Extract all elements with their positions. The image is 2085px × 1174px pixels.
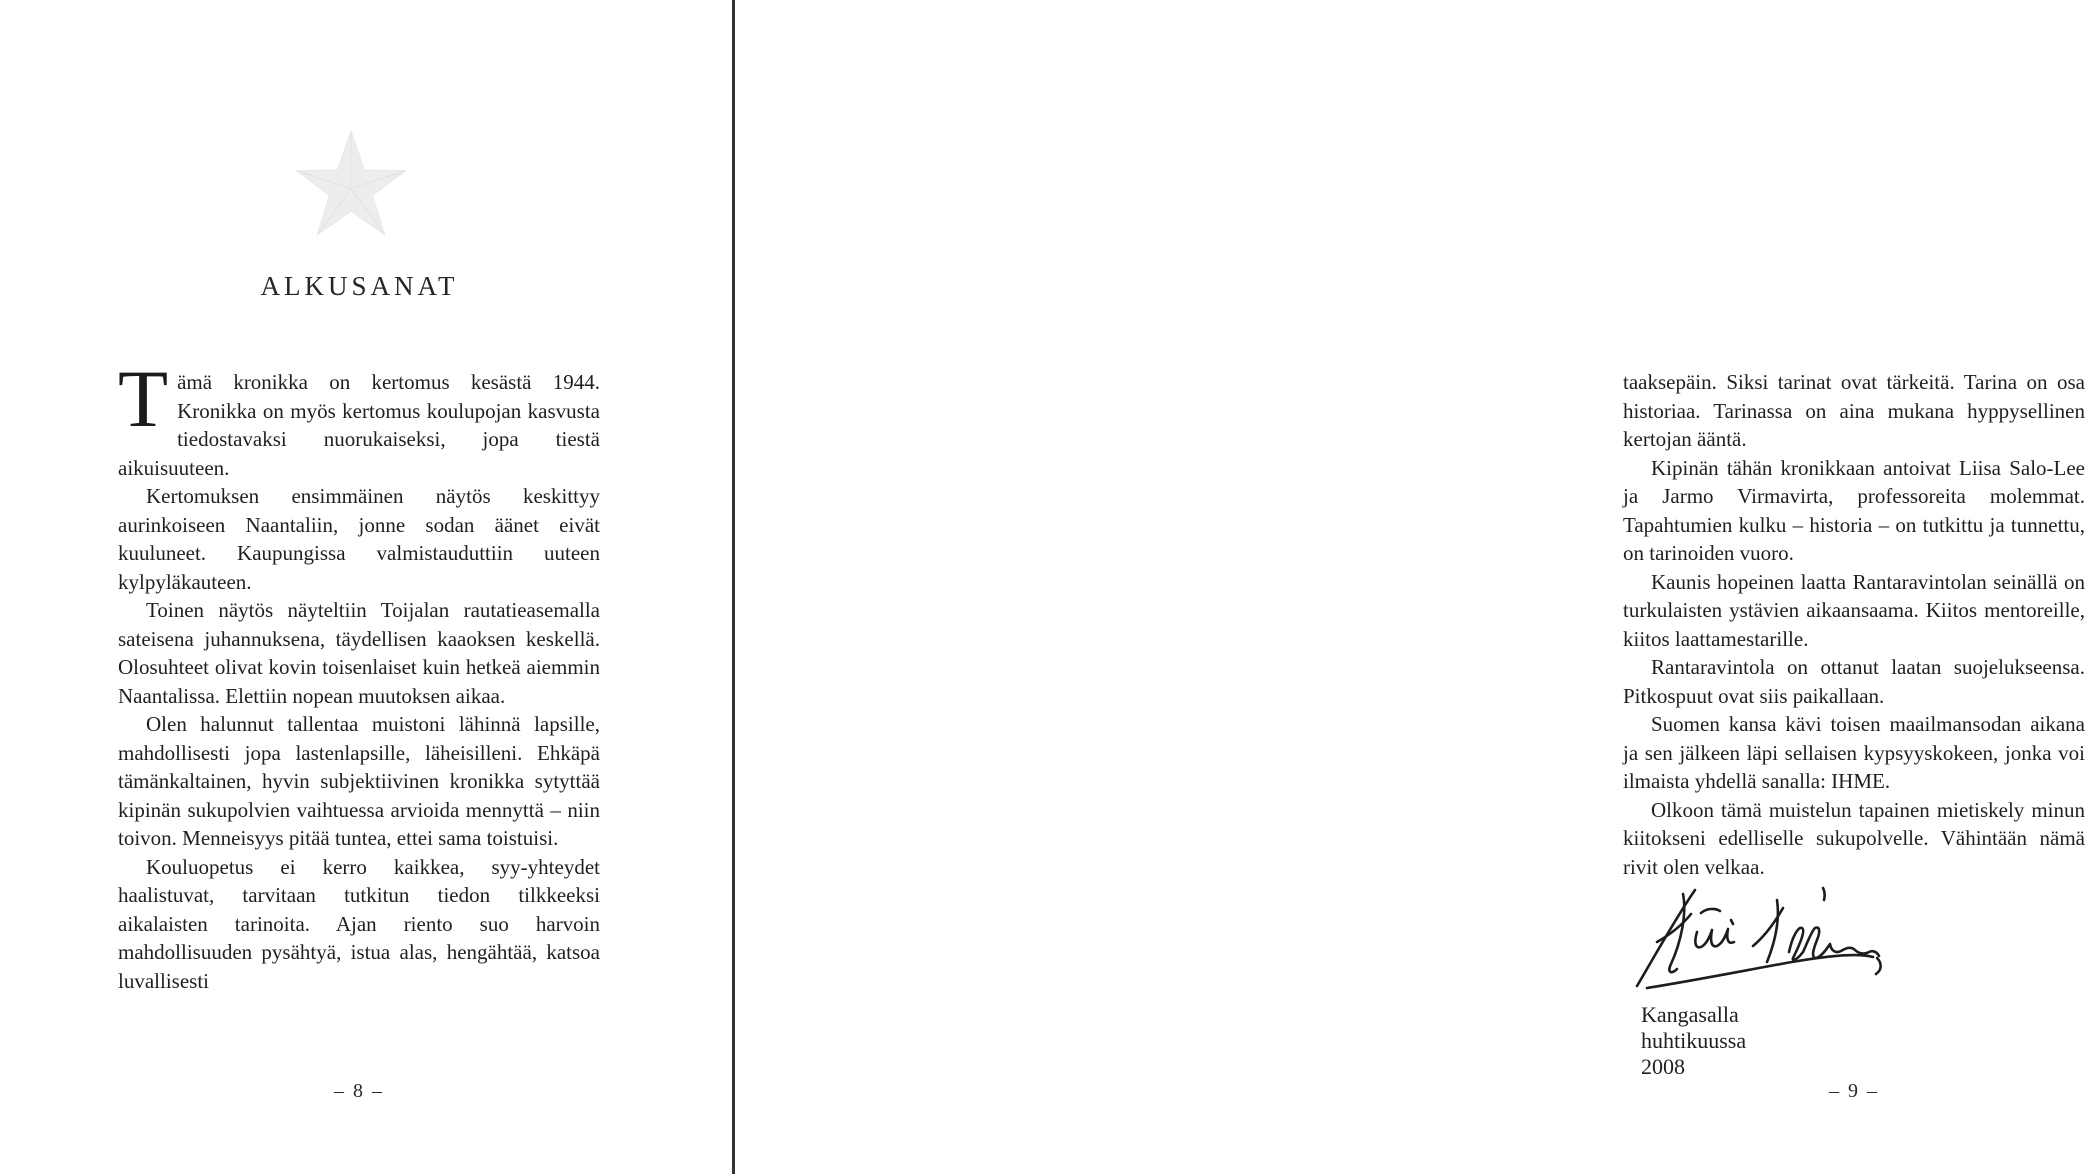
star-icon	[287, 126, 415, 246]
signature-caption: Kangasalla huhtikuussa 2008	[1641, 1002, 1747, 1079]
body-paragraph: taaksepäin. Siksi tarinat ovat tärkeitä. Tarina on osa historiaa. Tarinassa on aina mukana hyppysellinen kertojan ääntä.	[1623, 370, 2085, 451]
right-text-column	[1623, 368, 2085, 881]
body-paragraph: Olkoon tämä muistelun tapainen mietiskely minun kiitokseni edelliselle sukupolvelle. Vähintään nämä rivit olen velkaa.	[1623, 797, 2085, 879]
body-paragraph: Toinen näytös näyteltiin Toijalan rautatieasemalla sateisena juhannuksena, täydellisen kaaoksen keskellä. Olosuhteet olivat kovin toisenlaiset kuin hetkeä aiemmin Naantalissa. Elettiin nopean muutoksen aikaa.	[118, 598, 600, 708]
page-number-left: – 8 –	[334, 1080, 384, 1102]
chapter-title: ALKUSANAT	[260, 271, 459, 301]
page-right	[735, 0, 2085, 1174]
signature-handwriting-icon	[1627, 880, 1907, 992]
drop-cap: T	[118, 353, 169, 444]
body-paragraph	[118, 353, 600, 482]
body-paragraph: Kipinän tähän kronikkaan antoivat Liisa Salo-Lee ja Jarmo Virmavirta, professoreita molemmat. Tapahtumien kulku – historia – on tutkittu ja tunnettu, on tarinoiden vuoro.	[1623, 455, 2085, 565]
paragraph-text: ämä kronikka on kertomus kesästä 1944. Kronikka on myös kertomus koulupojan kasvusta tiedostavaksi nuorukaiseksi, jopa tiestä aikuisuuteen.	[118, 370, 600, 480]
body-paragraph: Rantaravintola on ottanut laatan suojelukseensa. Pitkospuut ovat siis paikallaan.	[1623, 655, 2085, 708]
body-paragraph: Suomen kansa kävi toisen maailmansodan aikana ja sen jälkeen läpi sellaisen kypsyyskokeen, jonka voi ilmaista yhdellä sanalla: IHME.	[1623, 712, 2085, 793]
body-paragraph: Kouluopetus ei kerro kaikkea, syy-yhteydet haalistuvat, tarvitaan tutkitun tiedon tilkkeeksi aikalaisten tarinoita. Ajan riento suo harvoin mahdollisuuden pysähtyä, istua alas, hengähtää, katsoa luvallisesti	[118, 854, 600, 993]
body-paragraph: Kaunis hopeinen laatta Rantaravintolan seinällä on turkulaisten ystävien aikaansaama. Kiitos mentoreille, kiitos laattamestarille.	[1623, 569, 2085, 651]
left-text-column	[118, 353, 600, 995]
body-paragraph: Kertomuksen ensimmäinen näytös keskittyy aurinkoiseen Naantaliin, jonne sodan äänet eivät kuuluneet. Kaupungissa valmistauduttiin uuteen kylpyläkauteen.	[118, 484, 600, 594]
page-number-right: – 9 –	[1829, 1080, 1879, 1102]
page-left	[0, 0, 732, 1174]
body-paragraph: Olen halunnut tallentaa muistoni lähinnä lapsille, mahdollisesti jopa lastenlapsille, läheisilleni. Ehkäpä tämänkaltainen, hyvin subjektiivinen kronikka sytyttää kipinän sukupolvien vaihtuessa arvioida mennyttä – niin toivon. Menneisyys pitää tuntea, ettei sama toistuisi.	[118, 712, 600, 850]
